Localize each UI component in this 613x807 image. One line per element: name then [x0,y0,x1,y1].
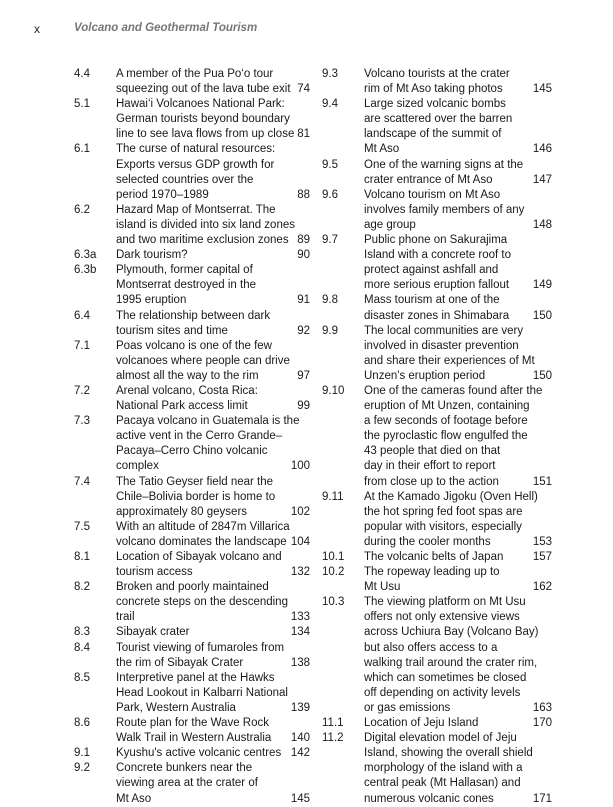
figure-list-entry [74,309,310,339]
figure-list-entry [74,716,310,746]
caption-line: Exports versus GDP growth for [116,158,275,171]
figure-page-number: 90 [297,249,310,262]
figure-list-entry [74,67,310,97]
figure-caption [116,339,310,384]
caption-line: Large sized volcanic bombs [364,98,506,111]
figure-caption [364,293,552,323]
caption-line: but also offers access to a [364,641,498,654]
caption-line: The relationship between dark [116,309,271,322]
figure-caption [116,671,310,716]
figure-list-entry [74,520,310,550]
figure-number: 6.2 [74,203,90,216]
caption-line: Chile–Bolivia border is home to [116,490,276,503]
figure-page-number: 97 [297,369,310,382]
figure-page-number: 142 [290,747,310,760]
figure-number: 6.1 [74,143,90,156]
caption-line: One of the warning signs at the [364,158,524,171]
figure-caption [116,625,310,640]
figure-number: 6.3a [74,249,97,262]
caption-line: A member of the Pua Po‘o tour [116,68,274,80]
figure-caption [364,565,552,595]
caption-line: off depending on activity levels [364,686,521,699]
caption-line: across Uchiura Bay (Volcano Bay) [364,626,539,639]
caption-line: squeezing out of the lava tube exit [116,83,291,96]
figure-list-right-column [322,67,552,807]
figure-page-number: 163 [532,701,552,714]
figure-list-entry [74,384,310,414]
caption-line: Mass tourism at one of the [364,294,500,307]
figure-number: 9.9 [322,324,338,337]
figure-page-number: 88 [297,188,310,201]
figure-page-number: 170 [532,717,552,730]
caption-line: concrete steps on the descending [116,596,288,609]
caption-line: active vent in the Cerro Grande– [116,430,283,443]
figure-number: 9.8 [322,294,338,307]
caption-line: Mt Aso [364,143,400,156]
figure-list-entry [74,580,310,625]
figure-page-number: 171 [532,792,552,805]
caption-line: numerous volcanic cones [364,792,494,805]
caption-line: Concrete bunkers near the [116,762,253,775]
figure-page-number: 150 [532,309,552,322]
caption-line: from close up to the action [364,475,499,488]
figure-number: 10.1 [322,551,345,563]
figure-page-number: 150 [532,369,552,382]
figure-list-entry [74,625,310,640]
figure-list-entry [322,188,552,233]
caption-line: 43 people that died on that [364,445,501,458]
figure-page-number: 157 [532,551,552,563]
figure-number: 9.11 [322,490,344,503]
figure-page-number: 102 [290,505,310,518]
figure-caption [116,414,310,474]
figure-page-number: 146 [532,143,552,156]
caption-line: The curse of natural resources: [116,143,276,156]
figure-caption [116,520,310,550]
figure-caption [364,188,552,233]
figure-list-entry [74,248,310,263]
caption-line: Head Lookout in Kalbarri National [116,686,288,699]
caption-line: Mt Usu [364,581,401,594]
figure-caption [116,550,310,580]
figure-page-number: 149 [532,279,552,292]
caption-line: central peak (Mt Hallasan) and [364,777,521,790]
caption-line: The Tatio Geyser field near the [116,475,274,488]
figure-caption [364,716,552,731]
figure-number: 7.1 [74,339,90,352]
figure-number: 8.4 [74,641,90,654]
figure-number: 11.2 [322,732,344,745]
caption-line: Interpretive panel at the Hawks [116,671,275,684]
caption-line: Island with a concrete roof to [364,249,512,262]
caption-line: Tourist viewing of fumaroles from [116,641,285,654]
caption-line: during the cooler months [364,535,491,548]
figure-list-entry [74,475,310,520]
caption-line: involved in disaster prevention [364,339,519,352]
running-title: Volcano and Geothermal Tourism [74,22,258,34]
caption-line: almost all the way to the rim [116,369,259,382]
figure-number: 7.4 [74,475,90,488]
figure-number: 8.2 [74,581,90,594]
caption-line: island is divided into six land zones [116,218,295,231]
figure-list-entry [322,324,552,384]
figure-page-number: 100 [290,460,310,473]
figure-number: 9.6 [322,188,338,201]
figure-page-number: 91 [297,294,310,307]
caption-line: age group [364,218,416,231]
figure-number: 8.3 [74,626,90,639]
figure-list-entry [74,339,310,384]
figure-list-entry [74,414,310,474]
caption-line: tourism sites and time [116,324,228,337]
page-number: x [34,22,40,36]
caption-line: volcano dominates the landscape [116,535,287,548]
caption-line: landscape of the summit of [364,128,502,141]
caption-line: a few seconds of footage before [364,415,528,428]
figure-page-number: 92 [297,324,310,337]
figure-number: 4.4 [74,68,90,80]
figure-list-entry [74,142,310,202]
figure-caption [116,580,310,625]
caption-line: tourism access [116,566,193,579]
figure-number: 10.3 [322,596,345,609]
figure-number: 11.1 [322,717,344,730]
figure-caption [364,324,552,384]
caption-line: Digital elevation model of Jeju [364,732,517,745]
caption-line: more serious eruption fallout [364,279,510,292]
figure-list-entry [322,293,552,323]
caption-line: Hazard Map of Montserrat. The [116,203,276,216]
caption-line: Unzen's eruption period [364,369,486,382]
caption-line: Arenal volcano, Costa Rica: [116,384,258,397]
caption-line: Sibayak crater [116,626,190,639]
caption-line: The volcanic belts of Japan [364,551,504,563]
figure-caption [116,67,310,97]
figure-list-entry [322,731,552,806]
figure-caption [116,641,310,671]
caption-line: day in their effort to report [364,460,496,473]
caption-line: the rim of Sibayak Crater [116,656,244,669]
figure-caption [116,716,310,746]
figure-number: 7.2 [74,384,90,397]
figure-number: 7.3 [74,415,90,428]
caption-line: At the Kamado Jigoku (Oven Hell) [364,490,538,503]
figure-page-number: 139 [290,701,310,714]
caption-line: Volcano tourists at the crater [364,68,510,80]
figure-list-entry [74,671,310,716]
caption-line: involves family members of any [364,203,525,216]
caption-line: Poas volcano is one of the few [116,339,272,352]
figure-list-entry [322,550,552,565]
caption-line: walking trail around the crater rim, [364,656,538,669]
figure-page-number: 134 [290,626,310,639]
figure-number: 9.10 [322,384,345,397]
figure-number: 8.6 [74,717,90,730]
figure-page-number: 89 [297,234,310,247]
caption-line: Island, showing the overall shield [364,747,533,760]
figure-caption [116,746,310,761]
figure-number: 9.3 [322,68,338,80]
caption-line: viewing area at the crater of [116,777,258,790]
figure-caption [364,595,552,716]
figure-caption [364,490,552,550]
figure-number: 10.2 [322,566,345,579]
figure-page-number: 140 [290,732,310,745]
figure-caption [116,263,310,308]
figure-list-entry [322,67,552,97]
figure-list-entry [322,595,552,716]
caption-line: Plymouth, former capital of [116,264,253,277]
caption-line: line to see lava flows from up close [116,128,295,141]
caption-line: Route plan for the Wave Rock [116,717,269,730]
caption-line: National Park access limit [116,400,248,413]
figure-list-left-column [74,67,310,807]
figure-number: 8.5 [74,671,90,684]
figure-caption [116,203,310,248]
figure-number: 9.2 [74,762,90,775]
caption-line: are scattered over the barren [364,113,513,126]
figure-list-entry [322,490,552,550]
figure-number: 6.4 [74,309,90,322]
caption-line: or gas emissions [364,701,451,714]
caption-line: Kyushu's active volcanic centres [116,747,282,760]
caption-line: Mt Aso [116,792,152,805]
figure-caption [116,97,310,142]
caption-line: 1995 eruption [116,294,187,307]
figure-page-number: 133 [290,611,310,624]
caption-line: The ropeway leading up to [364,566,500,579]
figure-page-number: 104 [290,535,310,548]
caption-line: morphology of the island with a [364,762,523,775]
figure-list-entry [322,233,552,293]
figure-list-entry [74,550,310,580]
caption-line: volcanoes where people can drive [116,354,290,367]
caption-line: popular with visitors, especially [364,520,522,533]
caption-line: disaster zones in Shimabara [364,309,510,322]
caption-line: Montserrat destroyed in the [116,279,256,292]
figure-page-number: 81 [297,128,310,141]
caption-line: German tourists beyond boundary [116,113,290,126]
caption-line: trail [116,611,135,624]
figure-caption [116,248,310,263]
caption-line: and two maritime exclusion zones [116,234,289,247]
caption-line: Broken and poorly maintained [116,581,269,594]
caption-line: Location of Jeju Island [364,717,479,730]
figure-caption [364,550,552,565]
caption-line: the pyroclastic flow engulfed the [364,430,528,443]
figure-caption [364,233,552,293]
caption-line: offers not only extensive views [364,611,520,624]
figure-number: 7.5 [74,520,90,533]
figure-number: 9.1 [74,747,90,760]
caption-line: complex [116,460,159,473]
figure-page-number: 132 [290,566,310,579]
figure-page-number: 151 [532,475,552,488]
figure-caption [116,384,310,414]
figure-number: 8.1 [74,551,90,563]
caption-line: rim of Mt Aso taking photos [364,83,503,96]
caption-line: Pacaya volcano in Guatemala is the [116,415,300,428]
caption-line: Walk Trail in Western Australia [116,732,272,745]
figure-page-number: 153 [532,535,552,548]
figure-list-entry [74,641,310,671]
caption-line: With an altitude of 2847m Villarica [116,520,290,533]
figure-number: 9.4 [322,98,338,111]
figure-page-number: 74 [297,83,310,96]
figure-caption [364,384,552,490]
figure-list-entry [74,746,310,761]
figure-caption [116,309,310,339]
caption-line: which can sometimes be closed [364,671,527,684]
figure-page-number: 145 [290,792,310,805]
figure-list-entry [74,203,310,248]
figure-number: 9.7 [322,234,338,247]
caption-line: eruption of Mt Unzen, containing [364,400,530,413]
figure-caption [364,731,552,806]
caption-line: Dark tourism? [116,249,188,262]
figure-caption [116,142,310,202]
figure-caption [364,97,552,157]
figure-list-entry [74,263,310,308]
caption-line: crater entrance of Mt Aso [364,173,493,186]
figure-list-entry [322,384,552,490]
caption-line: Public phone on Sakurajima [364,234,508,247]
figure-list-entry [74,97,310,142]
figure-caption [364,67,552,97]
caption-line: Location of Sibayak volcano and [116,551,282,563]
figure-number: 6.3b [74,264,97,277]
figure-page-number: 138 [290,656,310,669]
figure-caption [116,475,310,520]
caption-line: selected countries over the [116,173,254,186]
caption-line: Volcano tourism on Mt Aso [364,188,501,201]
caption-line: One of the cameras found after the [364,384,543,397]
caption-line: the hot spring fed foot spas are [364,505,523,518]
figure-page-number: 162 [532,581,552,594]
caption-line: protect against ashfall and [364,264,499,277]
figure-list-entry [322,716,552,731]
figure-number: 9.5 [322,158,338,171]
figure-number: 5.1 [74,98,90,111]
caption-line: Park, Western Australia [116,701,236,714]
figure-page-number: 147 [532,173,552,186]
caption-line: The viewing platform on Mt Usu [364,596,526,609]
caption-line: The local communities are very [364,324,524,337]
caption-line: period 1970–1989 [116,188,209,201]
caption-line: Hawai‘i Volcanoes National Park: [116,98,285,111]
figure-page-number: 99 [297,400,310,413]
figure-list-entry [322,565,552,595]
caption-line: and share their experiences of Mt [364,354,535,367]
figure-page-number: 148 [532,218,552,231]
caption-line: Pacaya–Cerro Chino volcanic [116,445,268,458]
figure-page-number: 145 [532,83,552,96]
figure-list-entry [322,97,552,157]
figure-caption [364,158,552,188]
figure-list-entry [322,158,552,188]
caption-line: approximately 80 geysers [116,505,248,518]
